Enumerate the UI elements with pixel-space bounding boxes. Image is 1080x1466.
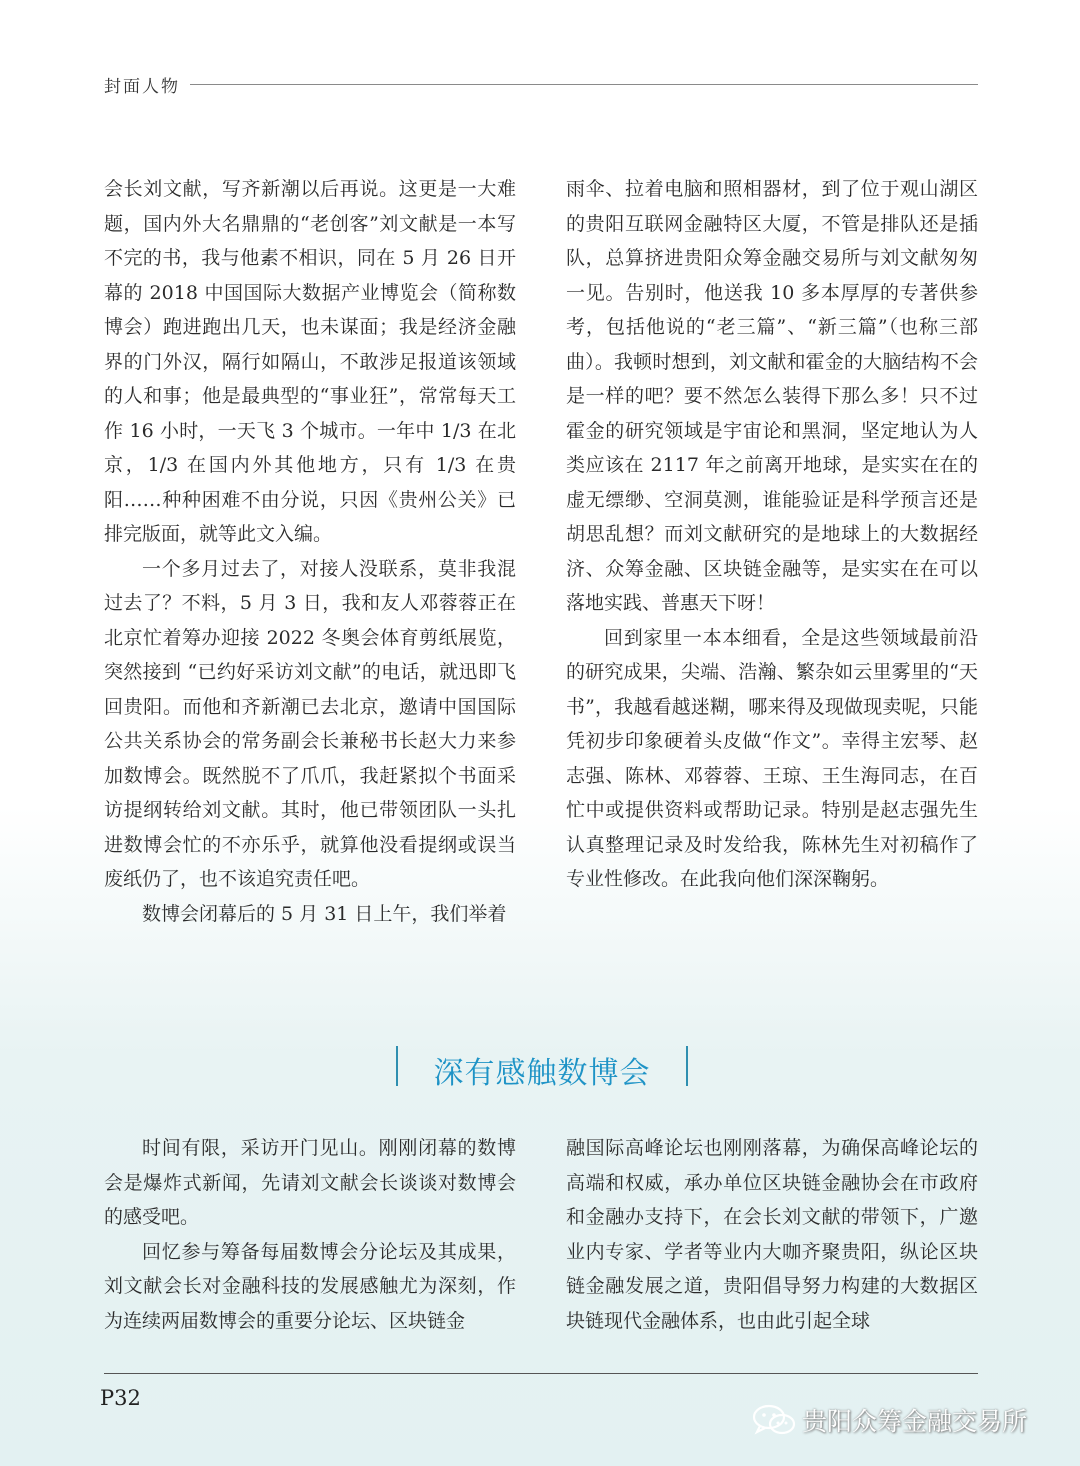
paragraph: 时间有限，采访开门见山。刚刚闭幕的数博会是爆炸式新闻，先请刘文献会长谈谈对数博会的感受吧。 <box>104 1137 516 1228</box>
paragraph: 回到家里一本本细看，全是这些领域最前沿的研究成果，尖端、浩瀚、繁杂如云里雾里的“天书”，我越看越迷糊，哪来得及现做现卖呢，只能凭初步印象硬着头皮做“作文”。幸得主宏琴、赵志强、陈林、邓蓉蓉、王琼、王生海同志，在百忙中或提供资料或帮助记录。特别是赵志强先生认真整理记录及时发给我，陈林先生对初稿作了专业性修改。在此我向他们深深鞠躬。 <box>566 626 978 890</box>
wechat-icon <box>752 1404 796 1436</box>
heading-bar-right <box>686 1046 688 1086</box>
section-title: 深有感触数博会 <box>433 1056 651 1091</box>
page-number: P32 <box>100 1386 141 1410</box>
paragraph: 会长刘文献，写齐新潮以后再说。这更是一大难题，国内外大名鼎鼎的“老创客”刘文献是一本写不完的书，我与他素不相识，同在 5 月 26 日开幕的 2018 中国国际大数据产业博览会（简称数博会）跑进跑出几天，也未谋面；我是经济金融界的门外汉，隔行如隔山，不敢涉足报道该领域的人和事；他是最典型的“事业狂”，常常每天工作 16 小时，一天飞 3 个城市。一年中 1/3 在北京，1/3 在国内外其他地方，只有 1/3 在贵阳……种种困难不由分说，只因《贵州公关》已排完版面，就等此文入编。 <box>104 178 516 545</box>
bottom-left-column <box>104 1131 516 1338</box>
paragraph: 数博会闭幕后的 5 月 31 日上午，我们举着 <box>142 902 507 925</box>
footer-rule <box>104 1373 978 1374</box>
watermark <box>752 1402 1027 1438</box>
page-header <box>104 72 978 98</box>
paragraph: 雨伞、拉着电脑和照相器材，到了位于观山湖区的贵阳互联网金融特区大厦，不管是排队还是插队，总算挤进贵阳众筹金融交易所与刘文献匆匆一见。告别时，他送我 10 多本厚厚的专著供参考，包括他说的“老三篇”、“新三篇”（也称三部曲）。我顿时想到，刘文献和霍金的大脑结构不会是一样的吧？要不然怎么装得下那么多！只不过霍金的研究领域是宇宙论和黑洞，坚定地认为人类应该在 2117 年之前离开地球，是实实在在的虚无缥缈、空洞莫测，谁能验证是科学预言还是胡思乱想？而刘文献研究的是地球上的大数据经济、众筹金融、区块链金融等，是实实在在可以落地实践、普惠天下呀！ <box>566 178 978 614</box>
header-rule <box>190 84 978 85</box>
bottom-right-column <box>566 1131 978 1338</box>
paragraph: 回忆参与筹备每届数博会分论坛及其成果，刘文献会长对金融科技的发展感触尤为深刻，作为连续两届数博会的重要分论坛、区块链金 <box>104 1240 516 1332</box>
section-heading <box>396 1046 688 1091</box>
top-left-column <box>104 172 516 931</box>
watermark-text: 贵阳众筹金融交易所 <box>802 1407 1028 1436</box>
section-label: 封面人物 <box>104 77 180 97</box>
paragraph: 融国际高峰论坛也刚刚落幕，为确保高峰论坛的高端和权威，承办单位区块链金融协会在市政府和金融办支持下，在会长刘文献的带领下，广邀业内专家、学者等业内大咖齐聚贵阳，纵论区块链金融发展之道，贵阳倡导努力构建的大数据区块链现代金融体系，也由此引起全球 <box>566 1137 978 1332</box>
paragraph: 一个多月过去了，对接人没联系，莫非我混过去了？不料，5 月 3 日，我和友人邓蓉蓉正在北京忙着筹办迎接 2022 冬奥会体育剪纸展览，突然接到 “已约好采访刘文献”的电话，就迅即飞回贵阳。而他和齐新潮已去北京，邀请中国国际公共关系协会的常务副会长兼秘书长赵大力来参加数博会。既然脱不了爪爪，我赶紧拟个书面采访提纲转给刘文献。其时，他已带领团队一头扎进数博会忙的不亦乐乎，就算他没看提纲或误当废纸仍了，也不该追究责任吧。 <box>104 557 516 890</box>
top-right-column <box>566 172 978 897</box>
